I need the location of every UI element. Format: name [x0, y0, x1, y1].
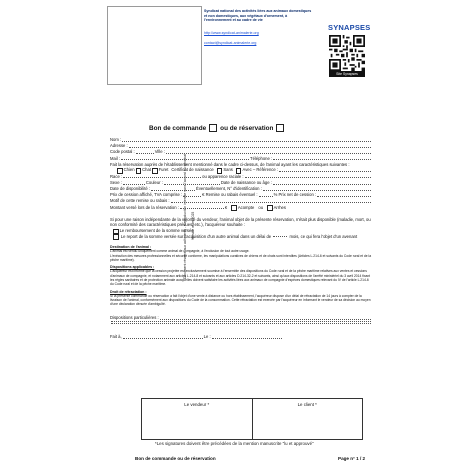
delai-field[interactable] — [273, 236, 287, 237]
particulieres-field-2[interactable] — [111, 321, 371, 322]
mail-field[interactable] — [121, 159, 249, 160]
identification-label: Éventuellement, N° d'identification : — [196, 186, 262, 192]
montant-row: Montant versé lors de la réservation : € Acompte ou Arrhes — [110, 204, 286, 210]
ou-label: ou — [258, 204, 264, 210]
prix-cession-field[interactable] — [183, 196, 201, 197]
arrhes-label: Arrhes — [273, 204, 286, 210]
remise-label: € Remise ou rabais éventuel : — [202, 192, 258, 198]
destination-title: Destination de l'animal : — [110, 244, 152, 249]
organization-name: Syndicat national des activités liées aux animaux domestiques et non domestiques, aux végétaux d'ornement, à l'environnement et au cadre de vie — [204, 9, 312, 23]
dispositions-text: L'acquéreur est informé que la cession projetée est exclusivement soumise à l'ensemble des dispositions du Code rural et de la pêche maritime relatives aux ventes et cessions d'animaux de compagnie, et notamment aux articles L.214-8 et suivants et aux articles D.214-32-2 et suivants, ainsi qu'aux dispositions de l'arrêté ministériel du 3 avril 2014 fixant les règles sanitaires et de protection animale auxquelles doivent satisfaire les activités liées aux animaux de compagnie d'espèces domestiques relevant du IV de l'article L.214-6 du Code rural et de la pêche maritime. — [110, 269, 371, 287]
destination-text-2: L'exécution des mesures professionnelles et sécurité conforme, les manipulations curatives de chiens et de chats sont interdites (Articles L.214-6 et suivants du Code rural et de la pêche maritime). — [110, 253, 372, 262]
vendeur-label: Le vendeur * — [184, 402, 210, 407]
race-label: Race : — [110, 173, 123, 179]
adresse-field[interactable] — [129, 147, 371, 148]
organization-info — [204, 9, 314, 46]
dispositions-title: Dispositions applicables : — [110, 265, 155, 270]
destination-section — [110, 245, 372, 262]
title-part-2: ou de réservation — [220, 124, 274, 132]
condition-text: Si pour une raison indépendante de la volonté du vendeur, l'animal objet de la présente réservation, n'était plus disponible (maladie, mort, ou non conformité des caractéristiques prévues, etc.), l'acquéreur souhaite : — [110, 216, 371, 228]
couleur-label: Couleur : — [145, 179, 163, 185]
particulieres-label: Dispositions particulières : — [110, 314, 159, 320]
logo-placeholder-box — [107, 6, 202, 85]
avec-label: Avec – Référence : — [242, 167, 279, 173]
ville-field[interactable] — [166, 153, 371, 154]
particulieres-line-3 — [110, 323, 372, 325]
vendeur-signature-cell[interactable] — [142, 399, 253, 439]
fait-a-label: Fait à, — [110, 333, 122, 339]
prix-net-label: % Prix net de cession : — [273, 192, 317, 198]
telephone-label: Téléphone : — [250, 155, 273, 161]
acompte-label: Acompte — [237, 204, 255, 210]
nom-label: Nom : — [110, 137, 122, 142]
couleur-field[interactable] — [164, 184, 220, 185]
footer-title: Bon de commande ou de réservation — [135, 456, 216, 461]
ville-label: Ville : — [154, 149, 165, 155]
date-disponibilite-label: Date de disponibilité : — [110, 186, 151, 192]
montant-field[interactable] — [180, 208, 224, 209]
prix-cession-label: Prix de cession affiché, TVA comprise : — [110, 192, 183, 198]
certificat-label: Certificat de naissance — [171, 167, 214, 173]
adresse-label: Adresse : — [110, 143, 128, 149]
le-field[interactable] — [212, 338, 282, 339]
furet-label: Furet — [158, 167, 169, 173]
signature-table — [141, 398, 363, 440]
remise-field[interactable] — [259, 196, 273, 197]
report-checkbox[interactable] — [113, 234, 119, 240]
sexe-label: Sexe : — [110, 179, 122, 185]
montant-label: Montant versé lors de la réservation : — [110, 204, 179, 210]
mail-label: Mail : — [110, 155, 121, 161]
code-postal-label: Code postal : — [110, 149, 135, 155]
fait-a-row — [110, 334, 372, 340]
order-form — [110, 137, 372, 340]
code-postal-field[interactable] — [136, 153, 154, 154]
motif-field[interactable] — [171, 202, 371, 203]
bon-de-commande-checkbox[interactable] — [209, 124, 217, 132]
chat-checkbox[interactable] — [136, 168, 142, 174]
client-signature-cell[interactable] — [253, 399, 363, 439]
footer-page-number: Page n° 1 / 2 — [338, 456, 366, 461]
apparence-label: ou apparence raciale : — [202, 173, 244, 179]
organization-email-link[interactable]: contact@syndicat-animalerie.org — [204, 41, 257, 46]
chat-label: Chat — [142, 167, 151, 173]
race-field[interactable] — [123, 177, 201, 178]
date-naissance-field[interactable] — [273, 184, 371, 185]
document-page: Syndicat national des activités liées aux animaux domestiques et non domestiques, aux végétaux d'ornement, à l'environnement et au cadre de vie http://www.syndicat-animalerie.org contact@syndicat-animalerie.org SYNAPSES Site Synapses Document réservé aux adhérents - Reproduction interdite sans l'accord du syndicat Version mars 2025 Bon de commande ou de réservation Nom : Adresse : Code postal : Ville : Mail : Téléphone : Fait la réservation auprès de l'établissement mentionné dans le cadre ci-dessus, de l'animal ayant les caractéristiques suivantes : Chien Chat Furet Certificat de naissance Sans Avec – Référence : Race : ou apparence raciale : Sexe : Couleur : Date de naissance ou âge : Date de disponibilité : Éventuellement, N° d'identification : Prix de cession affiché, TVA comprise : € Remise ou rabais éventuel : % Prix net de cession : Motif de cette remise ou rabais : Montant versé lors de la réservation : € Acompte ou Arrhes Si pour une raison indépendante de la volonté du vendeur, l'animal objet de la présente réservation, n'était plus disponible (maladie, mort, ou non conformité des caractéristiques prévues, etc.), l'acquéreur souhaite : Le remboursement de la somme versée Le report de la somme versée sur l'acquisition d'un autre animal dans un délai de mois, ce qui fera l'objet d'un avenant Destination de l'animal : L'animal est vendu uniquement comme animal de compagnie, à l'exclusion de tout autre usage. L'exécution des mesures professionnelles et sécurité conforme, les manipulations curatives de chiens et de chats sont interdites (Articles L.214-6 et suivants du Code rural et de la pêche maritime). Dispositions applicables : L'acquéreur est informé que la cession projetée est exclusivement soumise à l'ensemble des dispositions du Code rural et de la pêche maritime relatives aux ventes et cessions d'animaux de compagnie, et notamment aux articles L.214-8 et suivants et aux articles D.214-32-2 et suivants, ainsi qu'aux dispositions de l'arrêté ministériel du 3 avril 2014 fixant les règles sanitaires et de protection animale auxquelles doivent satisfaire les activités liées aux animaux de compagnie d'espèces domestiques relevant du IV de l'article L.214-6 du Code rural et de la pêche maritime. Droit de rétractation : Si la présente commande ou réservation a fait l'objet d'une vente à distance ou hors établissement, l'acquéreur dispose d'un délai de rétractation de 14 jours à compter de la livraison de l'animal, conformément aux dispositions du Code de la consommation. Cette rétractation est exercée par l'acquéreur en informant le vendeur de sa décision au moyen d'une déclaration dénuée d'ambiguïté. Dispositions particulières : Fait à, Le : Le vendeur * Le client * *Les signatures doivent être précédées de la mention manuscrite "lu et approuvé" Bon de commande ou de réservation Page n° 1 / 2 — [95, 4, 375, 464]
sans-label: Sans — [223, 167, 233, 173]
signature-note: *Les signatures doivent être précédées de la mention manuscrite "lu et approuvé" — [155, 441, 314, 446]
date-naissance-label: Date de naissance ou âge : — [220, 179, 272, 185]
option-1-label: Le remboursement de la somme versée — [119, 228, 194, 234]
date-disponibilite-field[interactable] — [151, 190, 195, 191]
destination-text-1: L'animal est vendu uniquement comme animal de compagnie, à l'exclusion de tout autre usage. — [110, 249, 250, 254]
retractation-section — [110, 290, 372, 307]
telephone-field[interactable] — [273, 159, 371, 160]
motif-label: Motif de cette remise ou rabais : — [110, 198, 170, 204]
retractation-text: Si la présente commande ou réservation a fait l'objet d'une vente à distance ou hors établissement, l'acquéreur dispose d'un délai de rétractation de 14 jours à compter de la livraison de l'animal, conformément aux dispositions du Code de la consommation. Cette rétractation est exercée par l'acquéreur en informant le vendeur de sa décision au moyen d'une déclaration dénuée d'ambiguïté. — [110, 293, 371, 307]
le-label: Le : — [203, 333, 211, 339]
form-title — [149, 124, 284, 132]
option-2-label: Le report de la somme versée sur l'acquisition d'un autre animal dans un délai de — [120, 234, 272, 240]
prix-net-field[interactable] — [317, 196, 371, 197]
brand-logo: SYNAPSES — [328, 23, 371, 32]
qr-code-icon[interactable] — [329, 35, 365, 71]
retractation-title: Droit de rétractation : — [110, 289, 147, 294]
client-label: Le client * — [297, 402, 317, 407]
reservation-checkbox[interactable] — [276, 124, 284, 132]
apparence-field[interactable] — [245, 177, 371, 178]
dispositions-section — [110, 265, 372, 286]
fait-a-field[interactable] — [123, 338, 203, 339]
acompte-checkbox[interactable] — [231, 205, 237, 211]
title-part-1: Bon de commande — [149, 124, 207, 132]
qr-caption: Site Synapses — [329, 71, 365, 77]
furet-checkbox[interactable] — [152, 168, 158, 174]
particulieres-field-3[interactable] — [111, 323, 371, 324]
identification-field[interactable] — [263, 190, 371, 191]
reference-field[interactable] — [279, 171, 371, 172]
option-2-row — [110, 234, 372, 240]
particulieres-field-1[interactable] — [160, 319, 371, 320]
reservation-intro: Fait la réservation auprès de l'établissement mentionné dans le cadre ci-dessus, de l'animal ayant les caractéristiques suivantes : — [110, 161, 350, 167]
sexe-field[interactable] — [123, 184, 145, 185]
arrhes-checkbox[interactable] — [267, 205, 273, 211]
organization-website-link[interactable]: http://www.syndicat-animalerie.org — [204, 30, 259, 35]
option-2b-label: mois, ce qui fera l'objet d'un avenant — [289, 234, 358, 240]
nom-field[interactable] — [122, 141, 371, 142]
chien-label: Chien — [123, 167, 135, 173]
